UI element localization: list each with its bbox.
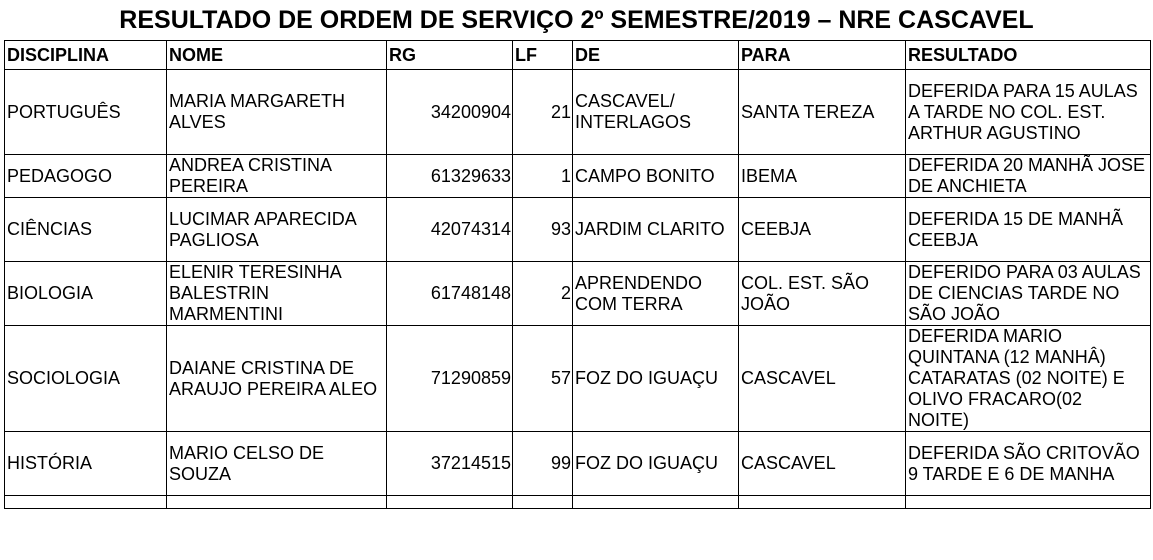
cell-rg: 71290859 [387,326,513,432]
cell-resultado: DEFERIDA 20 MANHÃ JOSE DE ANCHIETA [906,155,1151,198]
cell-rg: 42074314 [387,198,513,262]
cell-de: JARDIM CLARITO [573,198,739,262]
cell-de: APRENDENDO COM TERRA [573,262,739,326]
cell-lf: 57 [513,326,573,432]
cell-para: COL. EST. SÃO JOÃO [739,262,906,326]
cell-disciplina: SOCIOLOGIA [5,326,167,432]
cell-de: CASCAVEL/ INTERLAGOS [573,70,739,155]
cell-nome: MARIA MARGARETH ALVES [167,70,387,155]
cell-lf: 1 [513,155,573,198]
header-resultado: RESULTADO [906,41,1151,70]
cell-empty [573,496,739,509]
table-row [5,262,1151,326]
cell-resultado: DEFERIDO PARA 03 AULAS DE CIENCIAS TARDE NO SÃO JOÃO [906,262,1151,326]
cell-disciplina: BIOLOGIA [5,262,167,326]
table-row [5,198,1151,262]
table-row [5,326,1151,432]
header-de: DE [573,41,739,70]
cell-empty [387,496,513,509]
cell-para: CEEBJA [739,198,906,262]
cell-para: IBEMA [739,155,906,198]
cell-lf: 21 [513,70,573,155]
cell-rg: 37214515 [387,432,513,496]
header-lf: LF [513,41,573,70]
table-row [5,155,1151,198]
cell-empty [739,496,906,509]
cell-empty [5,496,167,509]
cell-resultado: DEFERIDA PARA 15 AULAS A TARDE NO COL. EST. ARTHUR AGUSTINO [906,70,1151,155]
header-para: PARA [739,41,906,70]
cell-nome: MARIO CELSO DE SOUZA [167,432,387,496]
cell-empty [906,496,1151,509]
cell-disciplina: HISTÓRIA [5,432,167,496]
cell-disciplina: PORTUGUÊS [5,70,167,155]
table-row [5,70,1151,155]
table-row [5,432,1151,496]
cell-lf: 93 [513,198,573,262]
cell-para: CASCAVEL [739,432,906,496]
cell-para: SANTA TEREZA [739,70,906,155]
cell-lf: 99 [513,432,573,496]
table-header-row [5,41,1151,70]
cell-rg: 61748148 [387,262,513,326]
cell-resultado: DEFERIDA SÃO CRITOVÃO 9 TARDE E 6 DE MANHA [906,432,1151,496]
cell-disciplina: CIÊNCIAS [5,198,167,262]
cell-empty [167,496,387,509]
cell-nome: LUCIMAR APARECIDA PAGLIOSA [167,198,387,262]
header-nome: NOME [167,41,387,70]
page-title: RESULTADO DE ORDEM DE SERVIÇO 2º SEMESTRE/2019 – NRE CASCAVEL [119,6,1034,34]
header-disciplina: DISCIPLINA [5,41,167,70]
cell-resultado: DEFERIDA 15 DE MANHÃ CEEBJA [906,198,1151,262]
results-table [4,40,1151,509]
cell-de: FOZ DO IGUAÇU [573,326,739,432]
cell-rg: 34200904 [387,70,513,155]
cell-nome: DAIANE CRISTINA DE ARAUJO PEREIRA ALEO [167,326,387,432]
cell-resultado: DEFERIDA MARIO QUINTANA (12 MANHÂ) CATARATAS (02 NOITE) E OLIVO FRACARO(02 NOITE) [906,326,1151,432]
header-rg: RG [387,41,513,70]
cell-nome: ANDREA CRISTINA PEREIRA [167,155,387,198]
cell-de: FOZ DO IGUAÇU [573,432,739,496]
cell-empty [513,496,573,509]
cell-rg: 61329633 [387,155,513,198]
cell-para: CASCAVEL [739,326,906,432]
cell-lf: 2 [513,262,573,326]
cell-de: CAMPO BONITO [573,155,739,198]
table-row-partial [5,496,1151,509]
cell-disciplina: PEDAGOGO [5,155,167,198]
cell-nome: ELENIR TERESINHA BALESTRIN MARMENTINI [167,262,387,326]
